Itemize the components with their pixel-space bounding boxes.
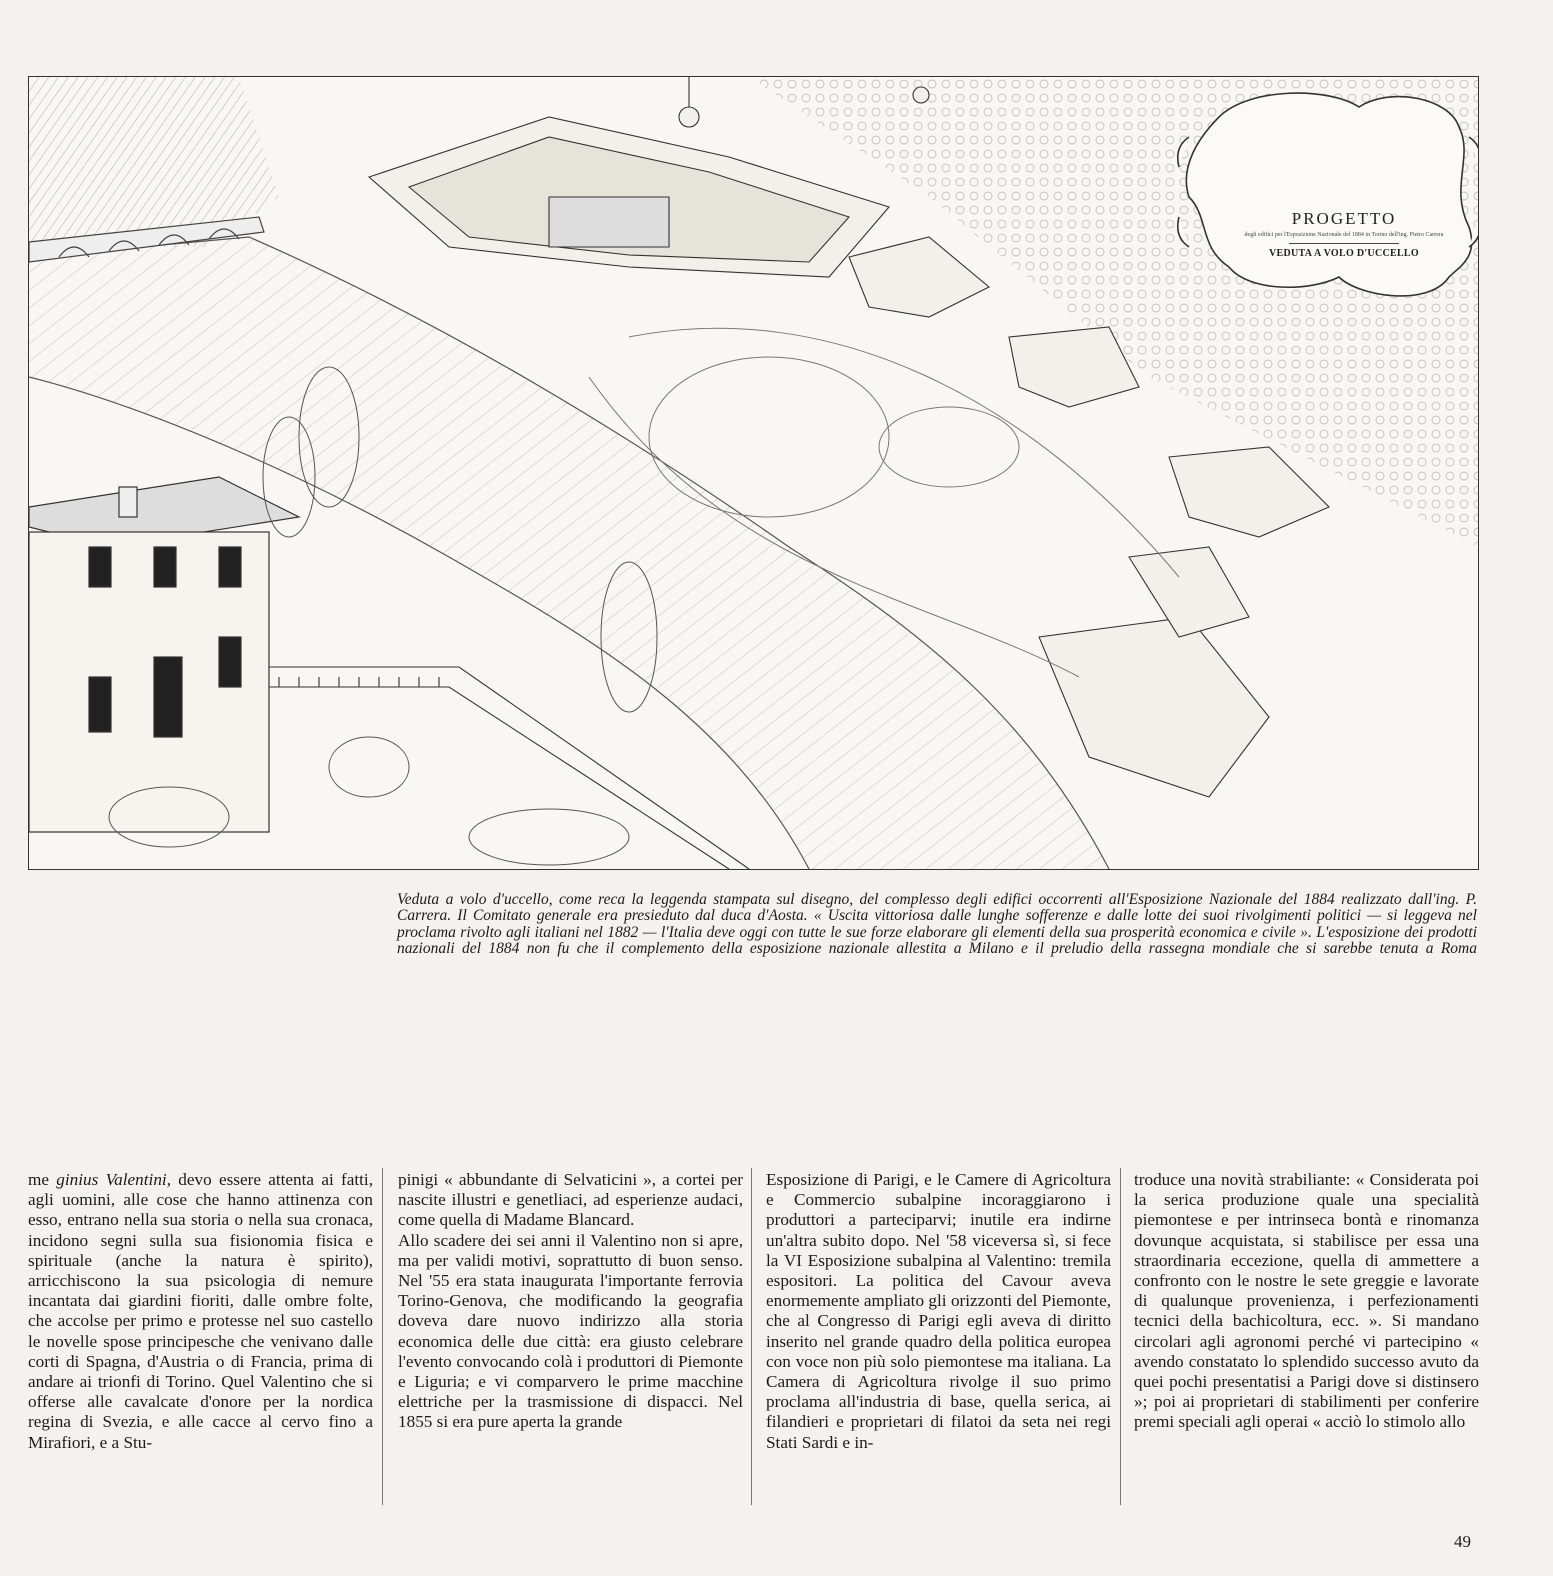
page-number: 49: [1454, 1532, 1471, 1551]
column-rule: [751, 1168, 752, 1505]
villa-foreground: [29, 477, 299, 832]
column-1-start: me: [28, 1170, 57, 1189]
column-1-italic: ginius Valentini,: [56, 1170, 171, 1189]
cartouche-caption: VEDUTA A VOLO D'UCCELLO: [1269, 248, 1419, 259]
text-column-2: [398, 1170, 743, 1433]
column-4-paragraph: troduce una novità strabiliante: « Considerata poi la serica produzione quale una specialità piemontese e per intrinseca bontà e rinomanza dovunque acquistata, si stabilisce per essa una straordinaria eccezione, quella di ammettere a confronto con le nostre le sete greggie e lavorate di qualunque provenienza, i perfezionamenti tecnici della bachicoltura, ecc. ». Si mandano circolari agli agronomi perché vi partecipino « avendo constatato lo splendido successo avuto da quei pochi presentatisi a Parigi dove si distinsero »; poi ai proprietari di stabilimenti per conferire premi speciali agli operai « acciò lo stimolo allo: [1134, 1170, 1479, 1432]
text-column-3: [766, 1170, 1111, 1453]
cartouche-rule: [1289, 243, 1399, 244]
column-3-paragraph: Esposizione di Parigi, e le Camere di Agricoltura e Commercio subalpine incoraggiarono i produttori a parteciparvi; inutile era indirne un'altra subito dopo. Nel '58 viceversa sì, si fece la VI Esposizione subalpina al Valentino: tremila espositori. La politica del Cavour aveva enormemente ampliato gli orizzonti del Piemonte, che al Congresso di Parigi egli aveva di diritto inserito nel grande quadro della politica europea con voce non più solo piemontese ma italiana. La Camera di Agricoltura rivolge il suo primo proclama all'industria di base, quella serica, ai filandieri e proprietari di filatoi da seta nei regi Stati Sardi e in-: [766, 1170, 1111, 1452]
column-2-paragraph-2: Allo scadere dei sei anni il Valentino non si apre, ma per validi motivi, soprattutto di buon senso. Nel '55 era stata inaugurata l'importante ferrovia Torino-Genova, che modificando la geografia doveva dare nuovo indirizzo alla storia economica delle due città: era giusto celebrare l'evento convocando colà i produttori di Piemonte e Liguria; e vi comparvero le prime macchine elettriche per la trasmissione di dispacci. Nel 1855 si era pure aperta la grande: [398, 1230, 743, 1432]
column-rule: [1120, 1168, 1121, 1505]
balloon: [913, 87, 929, 103]
birds-eye-illustration: [28, 76, 1479, 870]
column-1-paragraph: [28, 1170, 373, 1453]
figure-caption: Veduta a volo d'uccello, come reca la leggenda stampata sul disegno, del complesso degli edifici occorrenti all'Esposizione Nazionale del 1884 realizzato dall'ing. P. Carrera. Il Comitato generale era presieduto dal duca d'Aosta. « Uscita vittoriosa dalle lunghe sofferenze e dalle lotte dei suoi rivolgimenti politici — si leggeva nel proclama rivolto agli italiani nel 1882 — l'Italia deve oggi con tutte le sue forze elaborare gli elementi della sua prosperità economica e civile ». L'esposizione dei prodotti nazionali del 1884 non fu che il complemento della esposizione nazionale allestita a Milano e il preludio della rassegna mondiale che si sarebbe tenuta a Roma: [397, 891, 1477, 958]
cartouche: [1239, 209, 1449, 259]
text-column-4: [1134, 1170, 1479, 1433]
column-rule: [382, 1168, 383, 1505]
column-2-paragraph-1: pinigi « abbundante di Selvaticini », a cortei per nascite illustri e genetliaci, ad esperienze audaci, come quella di Madame Blancard.: [398, 1170, 743, 1230]
cartouche-subtitle: degli edifici per l'Esposizione Nazionale del 1884 in Torino dell'ing. Pietro Carrera: [1244, 232, 1444, 238]
text-column-1: [28, 1170, 373, 1453]
column-1-rest: devo essere attenta ai fatti, agli uomini, alle cose che hanno attinenza con esso, entrano nella sua storia o nella sua cronaca, incidono segni sulla sua fisionomia fisica e spirituale (anche la natura è spirito), arricchiscono la sua psicologia di nemure incantata dai giardini fioriti, dalle ombre folte, che accolse per primo e protesse nel suo castello le novelle spose principesche che venivano dalle corti di Spagna, d'Austria o di Francia, prima di andare ai trionfi di Torino. Quel Valentino che si offerse alle cavalcate d'onore per la nordica regina di Svezia, e alle cacce al cervo fino a Mirafiori, e a Stu-: [28, 1170, 373, 1452]
cartouche-title: PROGETTO: [1291, 209, 1397, 228]
exhibition-drawing: [29, 77, 1478, 869]
